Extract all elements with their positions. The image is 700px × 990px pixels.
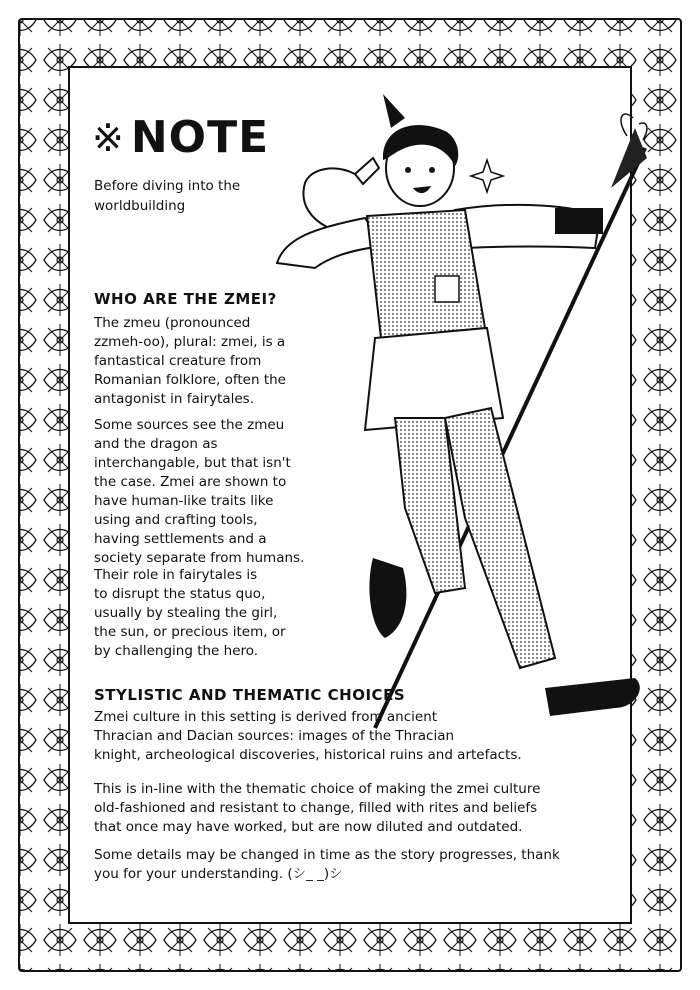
- paragraph-cultural-sources: Zmei culture in this setting is derived from ancient Thracian and Dacian sources: images of the Thracian knight, archeological discoveries, historical ruins and artefacts.: [94, 709, 522, 763]
- section-heading-who-are-zmei: WHO ARE THE ZMEI?: [94, 290, 277, 308]
- paragraph-zmei-role: Their role in fairytales is to disrupt the status quo, usually by stealing the girl, the sun, or precious item, or by challenging the hero.: [94, 567, 286, 659]
- paragraph-zmeu-vs-dragon: Some sources see the zmeu and the dragon as interchangable, but that isn't the case. Zmei are shown to have human-like traits like using and crafting tools, having settlements and a society separate from humans.: [94, 417, 305, 566]
- paragraph-closing-note: Some details may be changed in time as the story progresses, thank you for your understanding. (シ_ _)シ: [94, 847, 560, 882]
- page-subtitle: Before diving into the worldbuilding: [94, 178, 241, 214]
- paragraph-zmeu-definition: The zmeu (pronounced zzmeh-oo), plural: zmei, is a fantastical creature from Romanian folklore, often the antagonist in fairytales.: [94, 315, 286, 407]
- zmeu-character-illustration: [255, 88, 650, 748]
- reference-mark-icon: ※: [92, 116, 125, 160]
- page-title-text: NOTE: [130, 112, 270, 163]
- paragraph-thematic-choice: This is in-line with the thematic choice of making the zmei culture old-fashioned and resistant to change, filled with rites and beliefs that once may have worked, but are now diluted and outdated.: [94, 781, 541, 835]
- section-heading-stylistic-choices: STYLISTIC AND THEMATIC CHOICES: [94, 686, 406, 704]
- page-title: [92, 112, 270, 163]
